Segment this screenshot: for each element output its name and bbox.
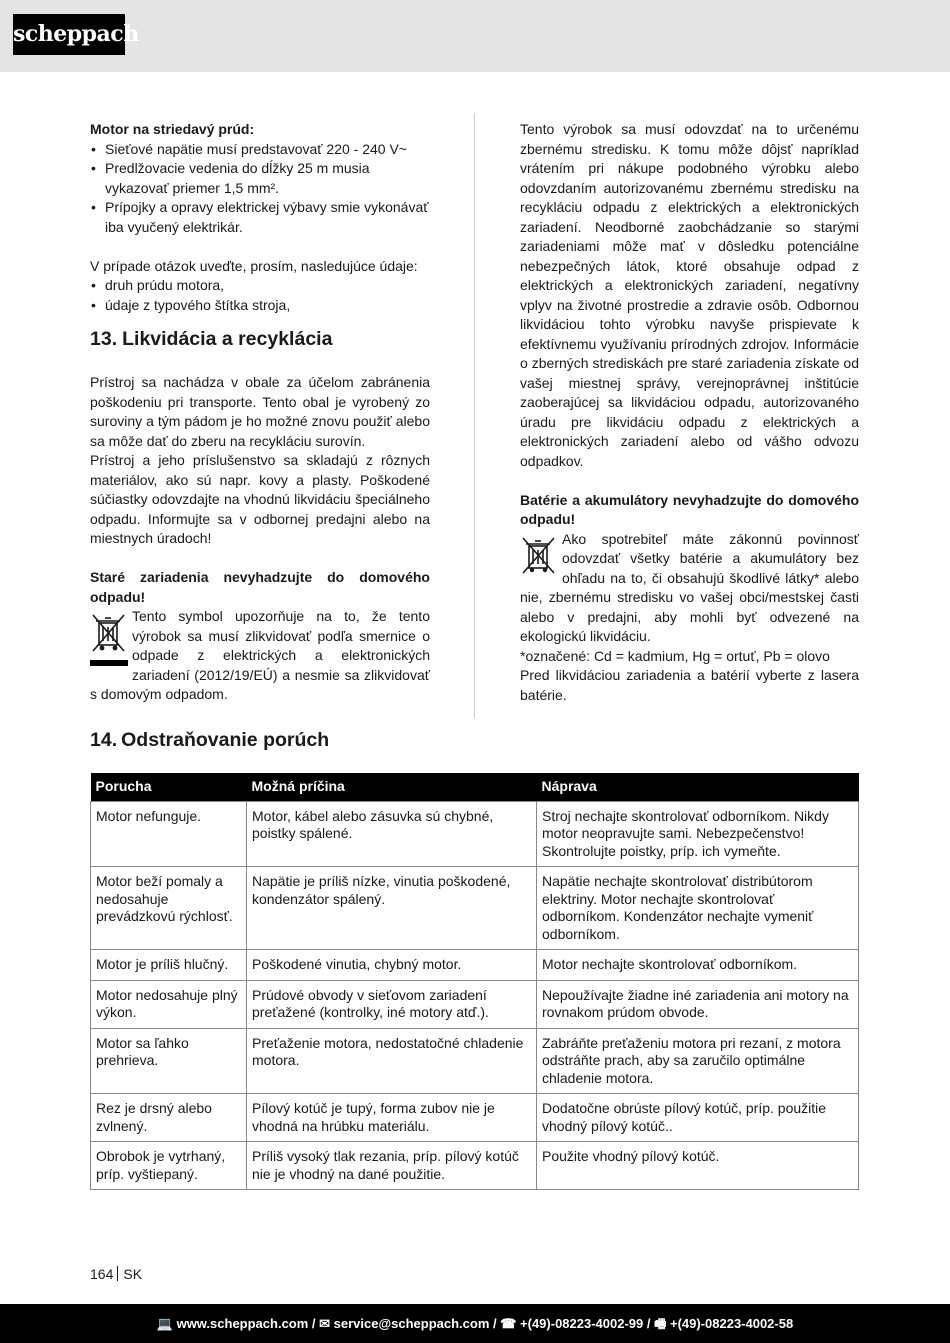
weee-bin-icon xyxy=(520,532,558,574)
page-number-value: 164 xyxy=(90,1266,114,1282)
troubleshooting-table xyxy=(90,773,859,1190)
list-item: • druh prúdu motora, xyxy=(90,276,430,296)
remedy-cell: Motor nechajte skontrolovať odborníkom. xyxy=(537,950,859,981)
marked-note: *označené: Cd = kadmium, Hg = ortuť, Pb = olovo xyxy=(520,647,830,664)
header-bar xyxy=(0,0,950,72)
batteries-block xyxy=(520,530,859,647)
list-item: • Sieťové napätie musí predstavovať 220 - 240 V~ xyxy=(90,140,430,160)
left-column xyxy=(90,120,430,705)
old-devices-text: Tento symbol upozorňuje na to, že tento výrobok sa musí zlikvidovať podľa smernice o odpade z elektrických a elektronických zariadení (2012/19/EÚ) a nesmie sa zlikvidovať s domovým odpadom. xyxy=(90,608,430,702)
column-divider xyxy=(474,113,475,718)
section-13-heading xyxy=(90,327,430,351)
page-number xyxy=(90,1265,142,1283)
cause-cell: Pílový kotúč je tupý, forma zubov nie je vhodná na hrúbku materiálu. xyxy=(247,1094,537,1142)
list-item: • údaje z typového štítka stroja, xyxy=(90,296,430,316)
cause-cell: Poškodené vinutia, chybný motor. xyxy=(247,950,537,981)
ac-motor-list xyxy=(90,140,430,238)
cause-cell: Príliš vysoký tlak rezania, príp. pílový kotúč nie je vhodný na dané použitie. xyxy=(247,1142,537,1190)
table-row xyxy=(91,1142,859,1190)
remedy-cell: Stroj nechajte skontrolovať odborníkom. Nikdy motor neopravujte sami. Nebezpečenstvo! Skontrolujte poistky, príp. ich vymeňte. xyxy=(537,801,859,867)
remedy-cell: Nepoužívajte žiadne iné zariadenia ani motory na rovnakom prúdom obvode. xyxy=(537,980,859,1028)
footer-contact-bar xyxy=(0,1304,950,1343)
remedy-cell: Dodatočne obrúste pílový kotúč, príp. použitie vhodný pílový kotúč.. xyxy=(537,1094,859,1142)
cause-cell: Motor, kábel alebo zásuvka sú chybné, poistky spálené. xyxy=(247,801,537,867)
footer-contact-text: 💻 www.scheppach.com / ✉ service@scheppach.com / ☎ +(49)-08223-4002-99 / 🖷 +(49)-08223-4002-58 xyxy=(156,1316,794,1331)
table-row xyxy=(91,801,859,867)
fault-cell: Motor nefunguje. xyxy=(91,801,247,867)
fault-cell: Motor sa ľahko prehrieva. xyxy=(91,1028,247,1094)
right-column xyxy=(520,120,859,705)
fault-cell: Motor nedosahuje plný výkon. xyxy=(91,980,247,1028)
table-row xyxy=(91,980,859,1028)
remedy-cell: Napätie nechajte skontrolovať distribútorom elektriny. Motor nechajte skontrolovať odborníkom. Kondenzátor nechajte vymeniť odborníkom. xyxy=(537,867,859,950)
divider xyxy=(117,1266,118,1281)
cause-cell: Napätie je príliš nízke, vinutia poškodené, kondenzátor spálený. xyxy=(247,867,537,950)
section-title: Likvidácia a recyklácia xyxy=(122,328,333,350)
table-row xyxy=(91,867,859,950)
table-row xyxy=(91,950,859,981)
ac-motor-title: Motor na striedavý prúd: xyxy=(90,121,255,137)
column-header-remedy: Náprava xyxy=(537,773,859,801)
section-number: 13. xyxy=(90,328,118,350)
table-header-row xyxy=(91,773,859,801)
questions-list xyxy=(90,276,430,315)
list-item: • Prípojky a opravy elektrickej výbavy smie vykonávať iba vyučený elektrikár. xyxy=(90,198,430,237)
column-header-cause: Možná príčina xyxy=(247,773,537,801)
disposal-paragraph-1: Prístroj sa nachádza v obale za účelom zabránenia poškodeniu pri transporte. Tento obal je vyrobený zo suroviny a tým pádom je ho možné znovu použiť alebo sa môže dať do zberu na recykláciu surovín. xyxy=(90,374,430,449)
table-row xyxy=(91,1028,859,1094)
batteries-title: Batérie a akumulátory nevyhadzujte do domového odpadu! xyxy=(520,491,859,527)
collection-paragraph: Tento výrobok sa musí odovzdať na to určenému zbernému stredisku. K tomu môže dôjsť napríklad vrátením pri nákupe podobného výrobku alebo odovzdaním autorizovanému zbernému stredisku na recykláciu odpadu z elektrických a elektronických zariadení. Neodborné zaobchádzanie so starými zariadeniami môže mať v dôsledku potenciálne nebezpečných látok, ktoré obsahuje odpad z elektrických a elektronických zariadení, negatívny vplyv na životné prostredie a zdravie osôb. Odbornou likvidáciou tohto výrobku navyše prispievate k efektívnemu využívaniu prírodných zdrojov. Informácie o zberných strediskách pre staré zariadenia získate od vašej miestnej správy, verejnoprávnej inštitúcie zaoberajúcej sa likvidáciou odpadu, autorizovaného úradu pre likvidáciu odpadu z elektrických a elektronických zariadení alebo od vášho odvozu odpadkov. xyxy=(520,121,859,469)
column-header-fault: Porucha xyxy=(91,773,247,801)
cause-cell: Prúdové obvody v sieťovom zariadení preťažené (kontrolky, iné motory atď.). xyxy=(247,980,537,1028)
old-devices-title: Staré zariadenia nevyhadzujte do domového odpadu! xyxy=(90,569,430,605)
cause-cell: Preťaženie motora, nedostatočné chladenie motora. xyxy=(247,1028,537,1094)
scheppach-logo: scheppach xyxy=(13,14,125,55)
questions-intro: V prípade otázok uveďte, prosím, nasledujúce údaje: xyxy=(90,257,418,274)
old-devices-block xyxy=(90,607,430,705)
remedy-cell: Použite vhodný pílový kotúč. xyxy=(537,1142,859,1190)
section-number: 14. xyxy=(90,729,118,751)
weee-bin-icon xyxy=(90,609,128,667)
disposal-paragraph-2: Prístroj a jeho príslušenstvo sa skladajú z rôznych materiálov, ako sú napr. kovy a plasty. Poškodené súčiastky odovzdajte na vhodnú likvidáciu špeciálneho odpadu. Informujte sa v odbornej predajni alebo na miestnych úradoch! xyxy=(90,452,430,546)
remedy-cell: Zabráňte preťaženiu motora pri rezaní, z motora odstráňte prach, aby sa zaručilo optimálne chladenie motora. xyxy=(537,1028,859,1094)
batteries-text: Ako spotrebiteľ máte zákonnú povinnosť odovzdať všetky batérie a akumulátory bez ohľadu na to, či obsahujú škodlivé látky* alebo nie, zbernému stredisku vo vašej obci/mestskej časti alebo v predajni, aby mohli byť odvezené na ekologickú likvidáciu. xyxy=(520,530,859,644)
section-title: Odstraňovanie porúch xyxy=(121,729,330,751)
section-14-heading xyxy=(90,728,329,752)
fault-cell: Obrobok je vytrhaný, príp. vyštiepaný. xyxy=(91,1142,247,1190)
language-code: SK xyxy=(123,1266,143,1282)
fault-cell: Motor beží pomaly a nedosahuje prevádzkovú rýchlosť. xyxy=(91,867,247,950)
list-item: • Predlžovacie vedenia do dĺžky 25 m musia vykazovať priemer 1,5 mm². xyxy=(90,159,430,198)
table-row xyxy=(91,1094,859,1142)
remove-batteries-note: Pred likvidáciou zariadenia a batérií vyberte z lasera batérie. xyxy=(520,667,859,703)
fault-cell: Rez je drsný alebo zvlnený. xyxy=(91,1094,247,1142)
fault-cell: Motor je príliš hlučný. xyxy=(91,950,247,981)
